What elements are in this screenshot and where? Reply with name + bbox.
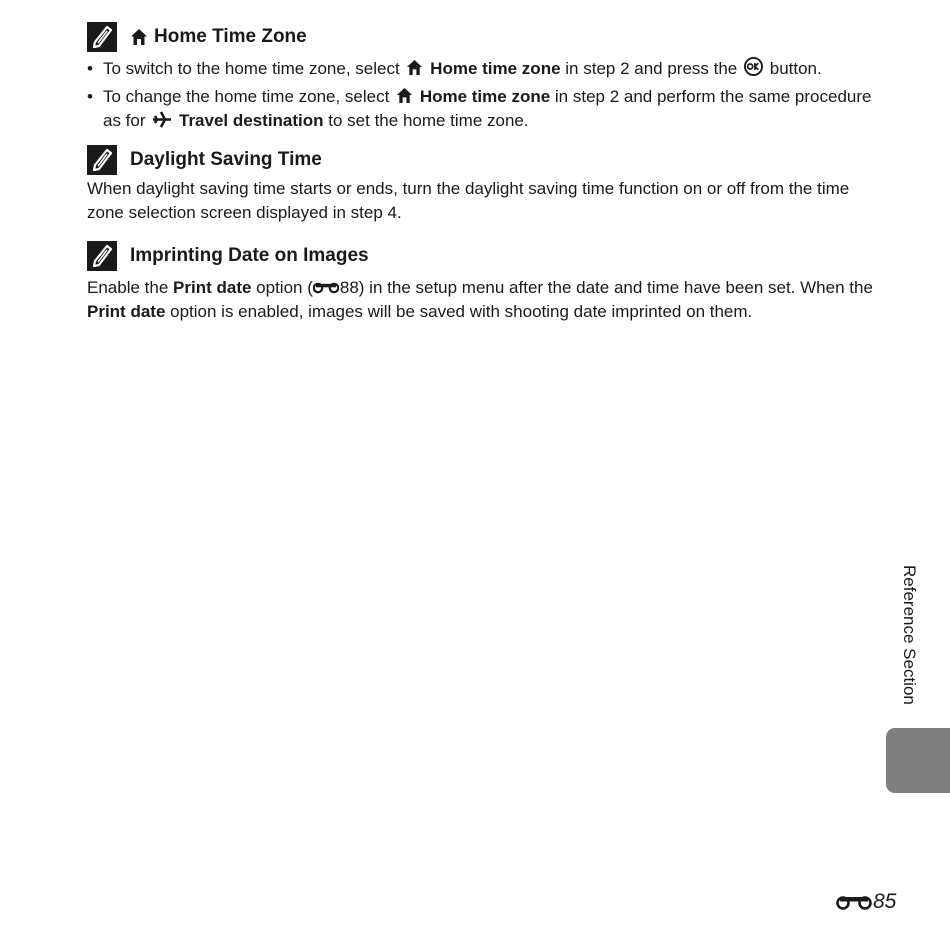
note-title: Imprinting Date on Images [130,245,369,266]
home-icon [406,59,423,76]
note-home-time-zone [87,22,877,137]
note-pencil-icon [87,22,117,52]
ok-button-icon [744,57,763,76]
page-number: 85 [836,887,896,917]
list-item: • To change the home time zone, select Home time zone in step 2 and perform the same procedure as for Travel destination to set the home time zone. [87,85,877,133]
note-pencil-icon [87,241,117,271]
note-daylight-saving-time [87,145,877,225]
list-item: • To switch to the home time zone, select Home time zone in step 2 and press the button. [87,57,877,81]
note-imprinting-date [87,241,877,324]
note-title: Daylight Saving Time [130,149,322,170]
airplane-icon [152,111,172,128]
page-reference[interactable]: 88 [339,278,359,297]
section-tab [886,728,950,793]
side-section-label: Reference Section [900,565,919,705]
reference-section-icon [313,281,339,295]
note-body: Enable the Print date option ( 88) in the setup menu after the date and time have been set. When the Print date option is enabled, images will be saved with shooting date imprinted on them. [87,278,873,321]
note-pencil-icon [87,145,117,175]
home-icon [396,87,413,104]
note-title: Home Time Zone [130,26,307,48]
reference-section-icon [836,893,872,911]
note-heading-row [87,145,877,175]
note-heading-row [87,241,877,271]
home-icon [130,28,148,46]
bullet-list [87,57,877,133]
note-heading-row [87,22,877,52]
note-body: When daylight saving time starts or ends, turn the daylight saving time function on or off from the time zone selection screen displayed in step 4. [87,179,850,222]
